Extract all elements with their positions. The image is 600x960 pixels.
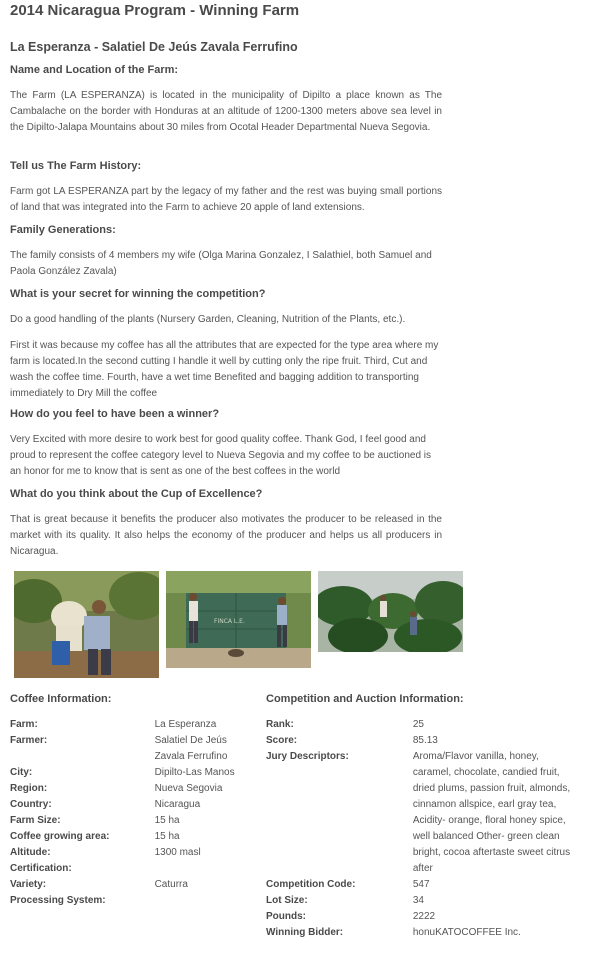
coffee-info-row-country xyxy=(10,797,255,813)
competition-info-value: 25 xyxy=(412,719,424,730)
coffee-info-row-certification xyxy=(10,861,255,877)
competition-info-table xyxy=(266,717,576,941)
coffee-info-value xyxy=(155,861,255,877)
question-farm-location: Name and Location of the Farm: xyxy=(10,64,179,76)
answer-winner-feeling: Very Excited with more desire to work best for good quality coffee. Thank God, I feel good and proud to represent the coffee category level to Nueva Segovia and my coffee to be auctioned is an honor for me to know that is sent as one of the best coffees in the world xyxy=(10,434,432,477)
coffee-info-table xyxy=(10,717,255,909)
answer-secret-2: First it was because my coffee has all the attributes that are expected for the type area where my farm is located.In the second cutting I handle it well by cutting only the ripe fruit. Third, Cut and wash the coffee time. Fourth, have a wet time Benefited and bagging addition to transporting immediately to Dry Mill the coffee xyxy=(10,340,439,399)
competition-info-key: Lot Size: xyxy=(266,895,308,906)
competition-info-key: Rank: xyxy=(266,719,294,730)
competition-info-heading: Competition and Auction Information: xyxy=(266,693,464,705)
gate-sign-text: FINCA L.E. xyxy=(214,618,245,625)
coffee-info-value: 15 ha xyxy=(154,815,180,826)
answer-farm-location: The Farm (LA ESPERANZA) is located in the municipality of Dipilto a place known as The Cambalache on the border with Honduras at an altitude of 1200-1300 meters above sea level in the Dipilto-Jalapa Mountains about 30 miles from Ocotal Header Departmental Nueva Segovia. xyxy=(10,90,442,133)
coffee-info-row-variety xyxy=(10,877,255,893)
coffee-info-key: City: xyxy=(10,767,33,778)
question-farm-history: Tell us The Farm History: xyxy=(10,160,142,172)
coffee-info-row-altitude xyxy=(10,845,255,861)
qa-secret xyxy=(10,288,442,402)
coffee-info-value: Salatiel De Jeús Zavala Ferrufino xyxy=(154,735,228,762)
competition-info-row-score xyxy=(266,733,576,749)
question-family-generations: Family Generations: xyxy=(10,224,116,236)
coffee-info-key: Farm: xyxy=(10,719,38,730)
coffee-info-value xyxy=(155,893,255,909)
coffee-info-row-growing-area xyxy=(10,829,255,845)
qa-family-generations xyxy=(10,224,442,280)
competition-info-key: Winning Bidder: xyxy=(266,927,344,938)
answer-family-generations: The family consists of 4 members my wife (Olga Marina Gonzalez, I Salathiel, both Samuel and Paola González Zavala) xyxy=(10,250,432,277)
coffee-info-key: Country: xyxy=(10,799,52,810)
coffee-info-value: Nicaragua xyxy=(154,799,201,810)
answer-cup-of-excellence: That is great because it benefits the producer also motivates the producer to be released in the market with its quality. It also helps the economy of the producer and helps us all producers in Nicaragua. xyxy=(10,514,442,557)
competition-info-row-pounds xyxy=(266,909,576,925)
qa-farm-location xyxy=(10,64,442,136)
competition-info-row-rank xyxy=(266,717,576,733)
coffee-info-row-region xyxy=(10,781,255,797)
coffee-info-heading: Coffee Information: xyxy=(10,693,112,705)
qa-winner-feeling xyxy=(10,408,442,480)
coffee-info-row-processing xyxy=(10,893,255,909)
competition-info-row-lot-size xyxy=(266,893,576,909)
competition-info-value: 2222 xyxy=(412,911,436,922)
answer-secret-1: Do a good handling of the plants (Nursery Garden, Cleaning, Nutrition of the Plants, etc.). xyxy=(10,314,406,325)
coffee-info-key: Coffee growing area: xyxy=(10,831,110,842)
competition-info-key: Competition Code: xyxy=(266,879,356,890)
farm-title: La Esperanza - Salatiel De Jeús Zavala Ferrufino xyxy=(10,40,298,54)
coffee-info-value: Dipilto-Las Manos xyxy=(154,767,235,778)
competition-info-value: 34 xyxy=(412,895,424,906)
coffee-info-key: Processing System: xyxy=(10,895,106,906)
question-secret: What is your secret for winning the competition? xyxy=(10,288,266,300)
competition-info-row-jury-descriptors xyxy=(266,749,576,877)
coffee-info-row-farm-size xyxy=(10,813,255,829)
coffee-info-row-city xyxy=(10,765,255,781)
competition-info-value: honuKATOCOFFEE Inc. xyxy=(412,927,521,938)
question-winner-feeling: How do you feel to have been a winner? xyxy=(10,408,220,420)
coffee-info-key: Certification: xyxy=(10,863,72,874)
coffee-info-row-farmer xyxy=(10,733,255,765)
coffee-info-value: Nueva Segovia xyxy=(154,783,223,794)
coffee-info-key: Region: xyxy=(10,783,48,794)
page-title: 2014 Nicaragua Program - Winning Farm xyxy=(10,2,300,19)
question-cup-of-excellence: What do you think about the Cup of Excellence? xyxy=(10,488,263,500)
competition-info-row-winning-bidder xyxy=(266,925,576,941)
qa-farm-history xyxy=(10,160,442,216)
competition-info-value: 85.13 xyxy=(412,735,438,746)
coffee-info-key: Farm Size: xyxy=(10,815,61,826)
coffee-info-value: Caturra xyxy=(154,879,188,890)
coffee-info-row-farm xyxy=(10,717,255,733)
coffee-info-value: 15 ha xyxy=(154,831,180,842)
answer-farm-history: Farm got LA ESPERANZA part by the legacy of my father and the rest was buying small portions of land that was integrated into the Farm to achieve 20 apple of land extensions. xyxy=(10,186,442,213)
competition-info-row-code xyxy=(266,877,576,893)
photo-coffee-field xyxy=(318,571,463,652)
photo-gate xyxy=(166,571,311,668)
competition-info-key: Jury Descriptors: xyxy=(266,751,349,762)
competition-info-key: Pounds: xyxy=(266,911,306,922)
competition-info-value: Aroma/Flavor vanilla, honey, caramel, chocolate, candied fruit, dried plums, passion fruit, almonds, cinnamon allspice, earl gray tea, Acidity- orange, floral honey spice, well balanced Other- green clean bright, cocoa aftertaste sweet citrus after xyxy=(412,751,571,874)
coffee-info-key: Farmer: xyxy=(10,735,48,746)
coffee-info-key: Variety: xyxy=(10,879,47,890)
photo-farmer-with-bag xyxy=(14,571,159,678)
qa-cup-of-excellence xyxy=(10,488,442,560)
coffee-info-value: 1300 masl xyxy=(154,847,201,858)
coffee-info-key: Altitude: xyxy=(10,847,51,858)
competition-info-value: 547 xyxy=(412,879,430,890)
competition-info-key: Score: xyxy=(266,735,298,746)
coffee-info-value: La Esperanza xyxy=(154,719,217,730)
